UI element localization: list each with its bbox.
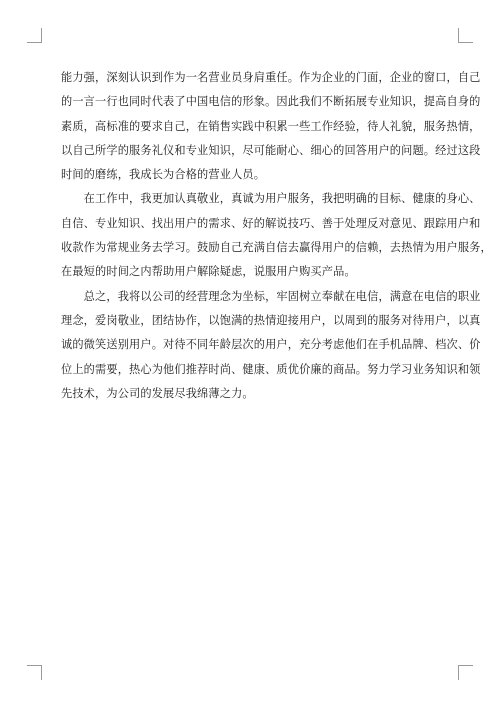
crop-mark-bottom-left xyxy=(27,665,42,680)
text-line: 位上的需要，热心为他们推荐时尚、健康、质优价廉的商品。努力学习业务知识和领 xyxy=(61,362,481,376)
paragraph-2 xyxy=(61,187,492,284)
paragraph-3 xyxy=(61,285,481,406)
text-line: 在工作中，我更加认真敬业，真诚为用户服务，我把明确的目标、健康的身心、 xyxy=(61,192,481,206)
text-line: 自信、专业知识、找出用户的需求、好的解说技巧、善于处理反对意见、跟踪用户和 xyxy=(61,216,481,230)
text-line: 总之，我将以公司的经营理念为坐标，牢固树立奉献在电信，满意在电信的职业 xyxy=(61,289,481,303)
crop-mark-top-left xyxy=(27,28,42,43)
document-body xyxy=(61,66,492,406)
text-line: 以自己所学的服务礼仪和专业知识，尽可能耐心、细心的回答用户的问题。经过这段 xyxy=(61,143,481,157)
text-line: 的一言一行也同时代表了中国电信的形象。因此我们不断拓展专业知识，提高自身的 xyxy=(61,95,481,109)
text-line: 理念，爱岗敬业，团结协作，以饱满的热情迎接用户，以周到的服务对待用户，以真 xyxy=(61,313,481,327)
crop-mark-bottom-right xyxy=(458,665,473,680)
text-line: 素质，高标准的要求自己，在销售实践中积累一些工作经验，待人礼貌，服务热情， xyxy=(61,119,481,133)
text-line: 时间的磨练，我成长为合格的营业人员。 xyxy=(61,168,266,182)
text-line: 收款作为常规业务去学习。鼓励自己充满自信去赢得用户的信赖，去热情为用户服务， xyxy=(61,241,492,255)
text-line: 能力强，深刻认识到作为一名营业员身肩重任。作为企业的门面，企业的窗口，自己 xyxy=(61,71,481,84)
crop-mark-top-right xyxy=(458,28,473,43)
text-line: 先技术，为公司的发展尽我绵薄之力。 xyxy=(61,386,254,400)
text-line: 在最短的时间之内帮助用户解除疑虑，说服用户购买产品。 xyxy=(61,265,356,279)
paragraph-1 xyxy=(61,66,481,187)
text-line: 诚的微笑送别用户。对待不同年龄层次的用户，充分考虑他们在手机品牌、档次、价 xyxy=(61,338,481,352)
